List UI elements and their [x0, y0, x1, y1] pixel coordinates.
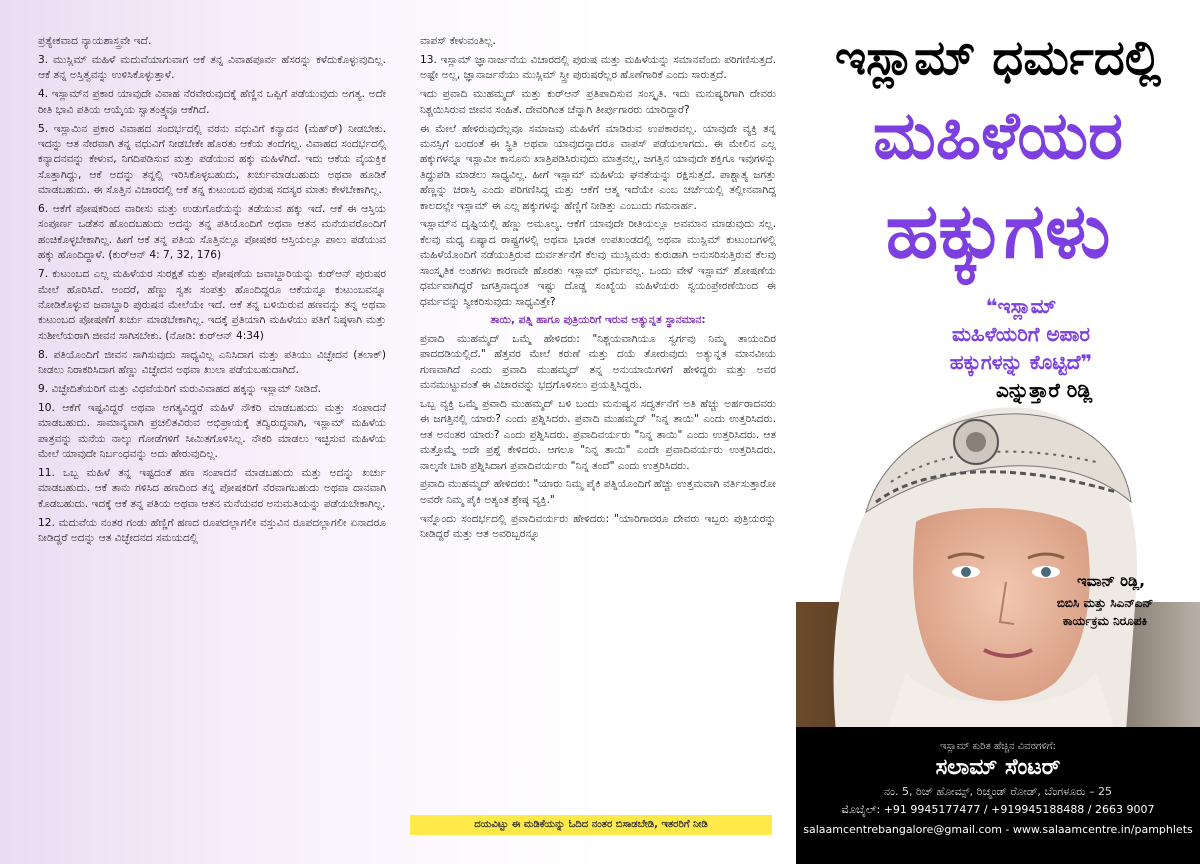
paragraph: ವಾಪಸ್ ಕೇಳುವಂತಿಲ್ಲ. — [420, 35, 496, 47]
paragraph: 13. ಇಸ್ಲಾಮ್ ಜ್ಞಾನಾರ್ಜನೆಯ ವಿಚಾರದಲ್ಲಿ ಪುರುಷ ಮತ್ತು ಮಹಿಳೆಯನ್ನು ಸಮಾನವೆಂದು ಪರಿಗಣಿಸುತ್ತದೆ. ಅಷ್ಟೇ ಅಲ್ಲ, ಜ್ಞಾನಾರ್ಜನೆಯು ಮುಸ್ಲಿಮ್ ಸ್ತ್ರೀ ಪುರುಷರೆಲ್ಲರ ಹೊಣೆಗಾರಿಕೆ ಎಂದು ಸಾರುತ್ತದೆ. — [420, 53, 776, 82]
paragraph: 3. ಮುಸ್ಲಿಮ್ ಮಹಿಳೆ ಮದುವೆಯಾಗುವಾಗ ಆಕೆ ತನ್ನ ವಿವಾಹಪೂರ್ವ ಹೆಸರನ್ನು ಕಳೆದುಕೊಳ್ಳುವುದಿಲ್ಲ. ಆಕೆ ತನ್ನ ಅಸ್ತಿತ್ವವನ್ನು ಉಳಿಸಿಕೊಳ್ಳುತ್ತಾಳೆ. — [38, 53, 386, 82]
cover-title-line1: ಇಸ್ಲಾಮ್ ಧರ್ಮದಲ್ಲಿ — [834, 30, 1162, 86]
paragraph: 4. ಇಸ್ಲಾಮ್‌ನ ಪ್ರಕಾರ ಯಾವುದೇ ವಿವಾಹ ನೆರವೇರುವುದಕ್ಕೆ ಹೆಣ್ಣಿನ ಒಪ್ಪಿಗೆ ಪಡೆಯುವುದು ಅಗತ್ಯ. ಅದೇ ರೀತಿ ಭಾವಿ ಪತಿಯ ಆಯ್ಕೆಯ ಸ್ವಾತಂತ್ರ್ಯವೂ ಆಕೆಗಿದೆ. — [38, 88, 386, 116]
quote-block — [856, 292, 1186, 376]
paragraph: ಈ ಮೇಲೆ ಹೇಳಿರುವುದೆಲ್ಲವೂ ಸಮಾಜವು ಮಹಿಳೆಗೆ ಮಾಡಿರುವ ಉಪಕಾರವಲ್ಲ. ಯಾವುದೇ ವ್ಯಕ್ತಿ ತನ್ನ ಮನಸ್ಸಿಗೆ ಬಂದಂತೆ ಈ ಸ್ಥಿತಿ ಅಥವಾ ಯಾವುದನ್ನಾದರೂ ವಾಪಸ್ ಪಡೆಯಲಾಗದು. ಈ ಮೇಲಿನ ಎಲ್ಲ ಹಕ್ಕುಗಳನ್ನೂ ಇಸ್ಲಾಮೀ ಕಾನೂನು ಖಾತ್ರಿಪಡಿಸಿರುವುದು ಮಾತ್ರವಲ್ಲ, ಜಗತ್ತಿನ ಯಾವುದೇ ಶಕ್ತಿಗೂ ಇವುಗಳನ್ನು ತಿದ್ದುಪಡಿ ಮಾಡಲು ಸಾಧ್ಯವಿಲ್ಲ. ಹೀಗೆ ಇಸ್ಲಾಮ್ ಮಹಿಳೆಯ ಘನತೆಯನ್ನು ರಕ್ಷಿಸುತ್ತದೆ. ಪಾಶ್ಚಾತ್ಯ ಜಗತ್ತು ಹೆಣ್ಣನ್ನು ಚರಾಸ್ತಿ ಎಂದು ಪರಿಗಣಿಸಿದ್ದ ಮತ್ತು ಆಕೆಗೆ ಆತ್ಮ ಇದೆಯೇ ಎಂಬ ಚರ್ಚೆಯಲ್ಲಿ ತಲ್ಲೀನವಾಗಿದ್ದ ಕಾಲದಲ್ಲೇ ಇಸ್ಲಾಮ್ ಈ ಎಲ್ಲ ಹಕ್ಕುಗಳನ್ನು ಹೆಣ್ಣಿಗೆ ನೀಡಿತ್ತು ಎಂಬುದು ಗಮನಾರ್ಹ. — [420, 122, 776, 212]
paragraph: ಇದು ಪ್ರವಾದಿ ಮುಹಮ್ಮದ್ ಮತ್ತು ಕುರ್‌ಆನ್ ಪ್ರತಿಪಾದಿಸುವ ಸಂಸ್ಕೃತಿ. ಇದು ಮನುಷ್ಯರಿಗಾಗಿ ದೇವರು ನಿಶ್ಚಯಿಸಿರುವ ಜೀವನ ಸಂಹಿತೆ. ದೇವರಿಗಿಂತ ಚೆನ್ನಾಗಿ ತೀರ್ಪುಗಾರರು ಯಾರಿದ್ದಾರೆ? — [420, 88, 776, 116]
contact-email-website[interactable]: salaamcentrebangalore@gmail.com - www.salaamcentre.in/pamphlets — [803, 823, 1193, 836]
paragraph: 9. ವಿಚ್ಛೇದಿತೆಯರಿಗೆ ಮತ್ತು ವಿಧವೆಯರಿಗೆ ಮರುವಿವಾಹದ ಹಕ್ಕನ್ನು ಇಸ್ಲಾಮ್ ನೀಡಿದೆ. — [38, 383, 321, 396]
paragraph: ಪ್ರವಾದಿ ಮುಹಮ್ಮದ್ ಹೇಳಿದರು: "ಯಾರು ನಿಮ್ಮ ಪೈಕಿ ಪತ್ನಿಯೊಂದಿಗೆ ಹೆಚ್ಚು ಉತ್ತಮವಾಗಿ ವರ್ತಿಸುತ್ತಾರೋ ಅವರೇ ನಿಮ್ಮ ಪೈಕಿ ಅತ್ಯಂತ ಶ್ರೇಷ್ಠ ವ್ಯಕ್ತಿ." — [420, 478, 776, 506]
person-role: ಬಿಬಿಸಿ ಮತ್ತು ಸಿಎನ್‌ಎನ್ — [1056, 596, 1154, 610]
organization-name: ಸಲಾಮ್ ಸೆಂಟರ್ — [935, 755, 1061, 780]
person-role: ಕಾರ್ಯಕ್ರಮ ನಿರೂಪಕಿ — [1062, 614, 1148, 628]
cover-title-line2: ಮಹಿಳೆಯರ — [872, 97, 1124, 174]
paragraph: 10. ಆಕೆಗೆ ಇಷ್ಟವಿದ್ದರೆ ಅಥವಾ ಅಗತ್ಯವಿದ್ದರೆ ಮಹಿಳೆ ನೌಕರಿ ಮಾಡಬಹುದು ಮತ್ತು ಸಂಪಾದನೆ ಮಾಡಬಹುದು. ಸಾಮಾನ್ಯವಾಗಿ ಪ್ರಚಲಿತವಿರುವ ಅಭಿಪ್ರಾಯಕ್ಕೆ ತದ್ವಿರುದ್ಧವಾಗಿ, ಇಸ್ಲಾಮ್ ಮಹಿಳೆಯ ಪಾತ್ರವನ್ನು ಮನೆಯ ನಾಲ್ಕು ಗೋಡೆಗಳಿಗೆ ಸೀಮಿತಗೊಳಿಸಿಲ್ಲ. ನೌಕರಿ ಮಾಡಲು ಇಚ್ಛಿಸುವ ಮಹಿಳೆಯ ಮೇಲೆ ಯಾವುದೇ ನಿರ್ಬಂಧವನ್ನು ಅದು ಹೇರುವುದಿಲ್ಲ. — [38, 401, 386, 461]
paragraph: 7. ಕುಟುಂಬದ ಎಲ್ಲ ಮಹಿಳೆಯರ ಸುರಕ್ಷತೆ ಮತ್ತು ಪೋಷಣೆಯ ಜವಾಬ್ದಾರಿಯನ್ನು ಕುರ್‌ಆನ್ ಪುರುಷರ ಮೇಲೆ ಹೊರಿಸಿದೆ. ಅಂದರೆ, ಹೆಣ್ಣು ಸ್ವತಃ ಸಂಪತ್ತು ಹೊಂದಿದ್ದರೂ ಆಕೆಯನ್ನೂ ಕುಟುಂಬವನ್ನೂ ನೋಡಿಕೊಳ್ಳುವ ಜವಾಬ್ದಾರಿ ಪುರುಷನ ಮೇಲೆಯೇ ಇದೆ. ಆಕೆ ತನ್ನ ಬಳಿಯಿರುವ ಹಣವನ್ನು ತನ್ನ ಅಥವಾ ಕುಟುಂಬದ ಪೋಷಣೆಗೆ ಖರ್ಚು ಮಾಡಬೇಕಾಗಿಲ್ಲ. ಇದಕ್ಕೆ ಪ್ರತಿಯಾಗಿ ಮಹಿಳೆಯು ಪತಿಗೆ ನಿಷ್ಠಳಾಗಿ ಮತ್ತು ಸುಶೀಲೆಯರಾಗಿ ಜೀವನ ಸಾಗಿಸಬೇಕು. (ನೋಡಿ: ಕುರ್‌ಆನ್ 4:34) — [38, 268, 386, 342]
paragraph: 8. ಪತಿಯೊಂದಿಗೆ ಜೀವನ ಸಾಗಿಸುವುದು ಸಾಧ್ಯವಿಲ್ಲ ಎನಿಸಿದಾಗ ಮತ್ತು ಪತಿಯು ವಿಚ್ಛೇದನ (ತಲಾಕ್) ನೀಡಲು ನಿರಾಕರಿಸಿದಾಗ ಹೆಣ್ಣು ವಿಚ್ಛೇದನ ಅಥವಾ ಖುಲಾ ಪಡೆಯಬಹುದಾಗಿದೆ. — [38, 348, 386, 377]
share-note-banner: ದಯವಿಟ್ಟು ಈ ಮಡಿಕೆಯನ್ನು ಓದಿದ ನಂತರ ಬಿಸಾಡಬೇಡಿ, ಇತರರಿಗೆ ನೀಡಿ — [410, 815, 772, 835]
quote-line: ಹಕ್ಕುಗಳನ್ನು ಕೊಟ್ಟಿದೆ❞ — [949, 350, 1093, 374]
paragraph: 12. ಮದುವೆಯ ನಂತರ ಗಂಡು ಹೆಣ್ಣಿಗೆ ಹಣದ ರೂಪದಲ್ಲಾಗಲೀ ವಸ್ತುವಿನ ರೂಪದಲ್ಲಾಗಲೀ ಏನಾದರೂ ನೀಡಿದ್ದರೆ ಅದನ್ನು ಆತ ವಿಚ್ಛೇದನದ ಸಮಯದಲ್ಲಿ — [38, 516, 386, 545]
quote-line: ಮಹಿಳೆಯರಿಗೆ ಅಪಾರ — [952, 322, 1090, 346]
person-name: ಇವಾನ್ ರಿಡ್ಲಿ, — [1077, 572, 1145, 590]
paragraph: 11. ಒಬ್ಬ ಮಹಿಳೆ ತನ್ನ ಇಷ್ಟದಂತೆ ಹಣ ಸಂಪಾದನೆ ಮಾಡಬಹುದು ಮತ್ತು ಅದನ್ನು ಖರ್ಚು ಮಾಡಬಹುದು. ಆಕೆ ತಾನು ಗಳಿಸಿದ ಹಣದಿಂದ ತನ್ನ ಪೋಷಕರಿಗೆ ನೆರವಾಗಬಹುದು ಅಥವಾ ದಾನವಾಗಿ ಕೊಡಬಹುದು. ಇದಕ್ಕೆ ಆಕೆ ತನ್ನ ಪತಿಯ ಅಥವಾ ಆತನ ಮನೆಯವರ ಅನುಮತಿಯನ್ನು ಪಡೆಯಬೇಕಾಗಿಲ್ಲ. — [38, 467, 386, 510]
paragraph: ಇಸ್ಲಾಮ್‌ನ ದೃಷ್ಟಿಯಲ್ಲಿ ಹೆಣ್ಣು ಅಮೂಲ್ಯ. ಆಕೆಗೆ ಯಾವುದೇ ರೀತಿಯಲ್ಲೂ ಅವಮಾನ ಮಾಡುವುದು ಸಲ್ಲ. ಕೆಲವು ಮಧ್ಯ ಏಷ್ಯಾದ ರಾಷ್ಟ್ರಗಳಲ್ಲಿ ಅಥವಾ ಭಾರತ ಉಪಖಂಡದಲ್ಲಿ ಅಥವಾ ಮುಸ್ಲಿಮ್ ಕುಟುಂಬಗಳಲ್ಲಿ ಮಹಿಳೆಯೊಂದಿಗೆ ನಡೆಯುತ್ತಿರುವ ದುರ್ವರ್ತನೆಗೆ ಕೆಲವು ಮುಸ್ಲಿಮರು ಕುರುಡಾಗಿ ಅನುಸರಿಸುತ್ತಿರುವ ಕೆಲವು ಸಾಂಸ್ಕೃತಿಕ ಅಂಶಗಳು ಕಾರಣವೇ ಹೊರತು ಇಸ್ಲಾಮ್ ಧರ್ಮವಲ್ಲ. ಒಂದು ವೇಳೆ ಇಸ್ಲಾಮ್ ಶೋಷಣೆಯ ಧರ್ಮವಾಗಿದ್ದರೆ ಜಗತ್ತಿನಾದ್ಯಂತ ಇಷ್ಟು ದೊಡ್ಡ ಸಂಖ್ಯೆಯ ಮಹಿಳೆಯರು ಸ್ವಯಂಪ್ರೇರಣೆಯಿಂದ ಈ ಧರ್ಮವನ್ನು ಸ್ವೀಕರಿಸುವುದು ಸಾಧ್ಯವಿತ್ತೇ? — [420, 218, 776, 308]
paragraph: ಪ್ರತ್ಯೇಕವಾದ ನ್ಯಾಯಶಾಸ್ತ್ರವೇ ಇದೆ. — [38, 35, 152, 47]
contact-address: ನಂ. 5, ರಿಚ್ ಹೋಮ್ಸ್, ರಿಚ್ಮಂಡ್ ರೋಡ್, ಬೆಂಗಳೂರು – 25 — [883, 785, 1113, 798]
paragraph: ಇನ್ನೊಂದು ಸಂದರ್ಭದಲ್ಲಿ ಪ್ರವಾದಿವರ್ಯರು ಹೇಳಿದರು: "ಯಾರಿಗಾದರೂ ದೇವರು ಇಬ್ಬರು ಪುತ್ರಿಯರನ್ನು ನೀಡಿದ್ದರೆ ಮತ್ತು ಆತ ಅವರಿಬ್ಬರನ್ನೂ — [420, 512, 776, 541]
quote-line: ❝ಇಸ್ಲಾಮ್ — [985, 294, 1057, 318]
paragraph: 5. ಇಸ್ಲಾಮಿನ ಪ್ರಕಾರ ವಿವಾಹದ ಸಂದರ್ಭದಲ್ಲಿ ವರನು ವಧುವಿಗೆ ಕನ್ಯಾದನ (ಮಹ್‌ರ್) ನೀಡಬೇಕು. ಇದನ್ನು ಆತ ನೇರವಾಗಿ ತನ್ನ ವಧುವಿಗೆ ನೀಡಬೇಕೇ ಹೊರತು ಆಕೆಯ ತಂದೆಗಲ್ಲ. ವಿವಾಹದ ಸಂದರ್ಭದಲ್ಲಿ ಕನ್ಯಾದನವನ್ನು ಕೇಳುವ, ನಿಗದಿಪಡಿಸುವ ಮತ್ತು ಪಡೆಯುವ ಹಕ್ಕು ಮಹಿಳೆಗಿದೆ. ಇದು ಆಕೆಯ ವೈಯಕ್ತಿಕ ಸೊತ್ತಾಗಿದ್ದು, ಆಕೆ ಅದನ್ನು ತನ್ನಲ್ಲಿ ಇರಿಸಿಕೊಳ್ಳಬಹುದು, ಖರ್ಚುಮಾಡಬಹುದು ಅಥವಾ ಹೂಡಿಕೆ ಮಾಡಬಹುದು. ಈ ಸೊತ್ತಿನ ವಿಚಾರದಲ್ಲಿ ಆಕೆ ತನ್ನ ಕುಟುಂಬದ ಪುರುಷ ಸದಸ್ಯರ ಮಾತು ಕೇಳಬೇಕಾಗಿಲ್ಲ. — [38, 122, 386, 197]
middle-text-column — [400, 0, 796, 864]
contact-box — [796, 727, 1200, 864]
cover-panel — [796, 0, 1200, 864]
contact-phone: ಮೊಬೈಲ್: +91 9945177477 / +919945188488 / 2663 9007 — [841, 803, 1155, 816]
section-subheading: ತಾಯಿ, ಪತ್ನಿ ಹಾಗೂ ಪುತ್ರಿಯರಿಗೆ ಇರುವ ಅತ್ಯುನ್ನತ ಸ್ಥಾನಮಾನ: — [490, 314, 706, 327]
portrait-photo — [796, 372, 1200, 732]
cover-title-line3: ಹಕ್ಕುಗಳು — [885, 186, 1111, 275]
paragraph: 6. ಆಕೆಗೆ ಪೋಷಕರಿಂದ ವಾರೀಸು ಮತ್ತು ಉಡುಗೊರೆಯನ್ನು ತಡೆಯುವ ಹಕ್ಕು ಇದೆ. ಆಕೆ ಈ ಆಸ್ತಿಯ ಸಂಪೂರ್ಣ ಒಡೆತನ ಹೊಂದಬಹುದು ಅದನ್ನು ತನ್ನ ಪತಿಯೊಂದಿಗೆ ಅಥವಾ ಆತನ ಮನೆಯವರೊಂದಿಗೆ ಹಂಚಿಕೊಳ್ಳಬೇಕಾಗಿಲ್ಲ. ಹೀಗೆ ಆಕೆ ತನ್ನ ಪತಿಯ ಸೊತ್ತಿನಲ್ಲೂ ಪೋಷಕರ ಆಸ್ತಿಯಲ್ಲೂ ಪಾಲು ಪಡೆಯುವ ಹಕ್ಕು ಹೊಂದಿದ್ದಾಳೆ. (ಕುರ್‌ಆನ್ 4: 7, 32, 176) — [38, 203, 386, 262]
quote-attribution: ಎನ್ನುತ್ತಾರೆ ರಿಡ್ಲಿ — [996, 378, 1093, 402]
left-text-column — [0, 0, 400, 864]
paragraph: ಒಬ್ಬ ವ್ಯಕ್ತಿ ಒಮ್ಮೆ ಪ್ರವಾದಿ ಮುಹಮ್ಮದ್ ಬಳಿ ಬಂದು ಮನುಷ್ಯನ ಸದ್ವರ್ತನೆಗೆ ಅತಿ ಹೆಚ್ಚು ಅರ್ಹರಾದವರು ಈ ಜಗತ್ತಿನಲ್ಲಿ ಯಾರು? ಎಂದು ಪ್ರಶ್ನಿಸಿದರು. ಪ್ರವಾದಿ ಮುಹಮ್ಮದ್ "ನಿನ್ನ ತಾಯಿ" ಎಂದು ಉತ್ತರಿಸಿದರು. ಆತ ಅನಂತರ ಯಾರು? ಎಂದು ಪ್ರಶ್ನಿಸಿದರು. ಪ್ರವಾದಿವರ್ಯರು "ನಿನ್ನ ತಾಯಿ" ಎಂದು ಉತ್ತರಿಸಿದರು. ಆತ ಮತ್ತೊಮ್ಮೆ ಅದೇ ಪ್ರಶ್ನೆ ಕೇಳಿದರು. ಆಗಲೂ "ನಿನ್ನ ತಾಯಿ" ಎಂದೇ ಪ್ರವಾದಿವರ್ಯರು ಉತ್ತರಿಸಿದರು. ನಾಲ್ಕನೇ ಬಾರಿ ಪ್ರಶ್ನಿಸಿದಾಗ ಪ್ರವಾದಿವರ್ಯರು "ನಿನ್ನ ತಂದೆ" ಎಂದು ಉತ್ತರಿಸಿದರು. — [420, 397, 776, 472]
paragraph: ಪ್ರವಾದಿ ಮುಹಮ್ಮದ್ ಒಮ್ಮೆ ಹೇಳಿದರು: "ನಿಶ್ಚಯವಾಗಿಯೂ ಸ್ವರ್ಗವು ನಿಮ್ಮ ತಾಯಂದಿರ ಪಾದದಡಿಯಲ್ಲಿದೆ." ಹೆತ್ತವರ ಮೇಲೆ ಕರುಣೆ ಮತ್ತು ದಯೆ ತೋರುವುದು ಅತ್ಯುನ್ನತ ಮಾನವೀಯ ಗುಣವಾಗಿದೆ ಎಂದು ಪ್ರವಾದಿ ಮುಹಮ್ಮದ್ ತನ್ನ ಅನುಯಾಯಿಗಳಿಗೆ ಹೇಳಿದ್ದರು ಮತ್ತು ಅವರ ಮನಮುಟ್ಟುವಂತೆ ಈ ವಿಚಾರವನ್ನು ಭದ್ರಗೊಳಿಸಲು ಪ್ರಯತ್ನಿಸಿದ್ದರು. — [420, 332, 776, 392]
contact-label: ಇಸ್ಲಾಮ್ ಕುರಿತ ಹೆಚ್ಚಿನ ವಿವರಗಳಿಗೆ: — [940, 741, 1056, 752]
